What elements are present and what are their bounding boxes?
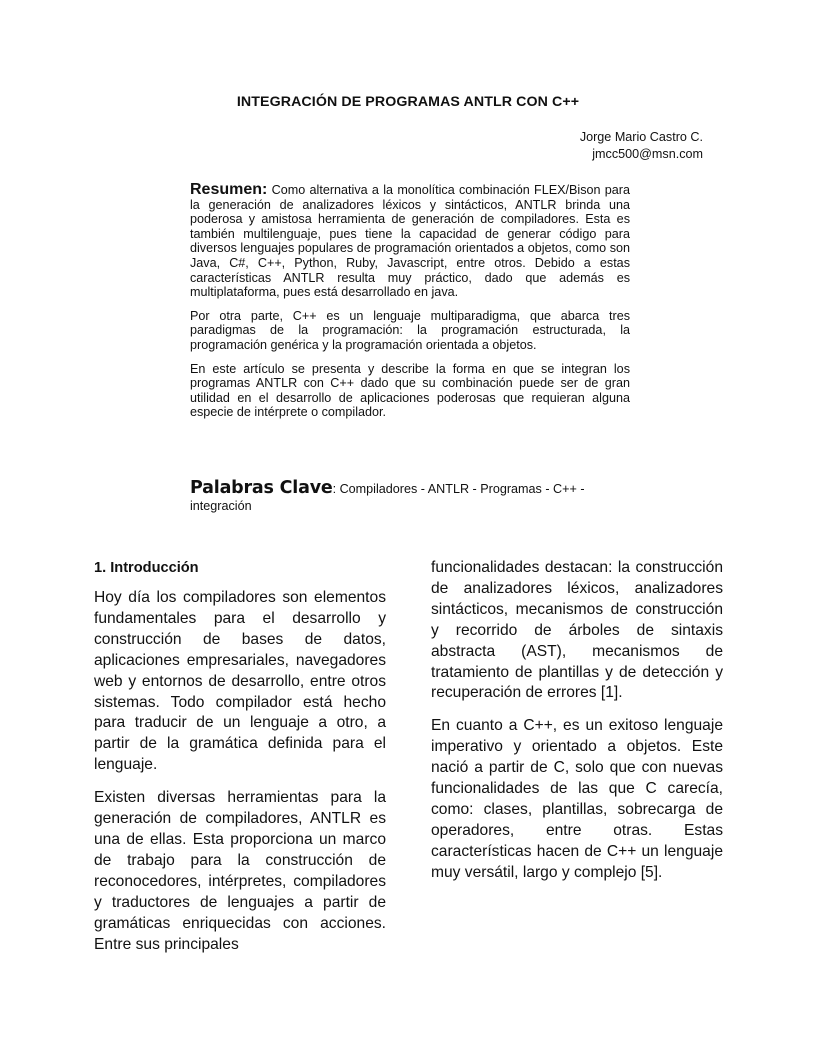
right-column: [431, 558, 723, 896]
keywords-text: : Compiladores - ANTLR - Programas - C++ - integración: [190, 482, 585, 513]
abstract: [190, 183, 630, 429]
keywords: [190, 480, 630, 515]
left-column: [94, 558, 386, 967]
abstract-text-1: Como alternativa a la monolítica combinación FLEX/Bison para la generación de analizadores léxicos y sintácticos, ANTLR brinda una poderosa y amistosa herramienta de generación de compiladores. Esta es también multilenguaje, pues tiene la capacidad de generar código para diversos lenguajes populares de programación orientados a objetos, como son Java, C#, C++, Python, Ruby, Javascript, entre otros. Debido a estas características ANTLR resulta muy práctico, dado que además es multiplataforma, pues está desarrollado en java.: [190, 183, 630, 300]
section-heading-introduccion: 1. Introducción: [94, 560, 199, 576]
body-paragraph: En cuanto a C++, es un exitoso lenguaje imperativo y orientado a objetos. Este nació a partir de C, solo que con nuevas funcionalidades de las que C carecía, como: clases, plantillas, sobrecarga de operadores, entre otras. Estas características hacen de C++ un lenguaje muy versátil, largo y complejo [5].: [431, 717, 723, 881]
keywords-label: Palabras Clave: [190, 478, 333, 498]
paper-title: INTEGRACIÓN DE PROGRAMAS ANTLR CON C++: [236, 94, 580, 110]
body-paragraph: Existen diversas herramientas para la generación de compiladores, ANTLR es una de ellas. Esta proporciona un marco de trabajo para la construcción de reconocedores, intérpretes, compiladores y traductores de lenguajes a partir de gramáticas enriquecidas con acciones. Entre sus principales: [94, 789, 386, 953]
author-email: jmcc500@msn.com: [592, 147, 703, 161]
abstract-paragraph-2: Por otra parte, C++ es un lenguaje multiparadigma, que abarca tres paradigmas de la programación: la programación estructurada, la programación genérica y la programación orientada a objetos.: [190, 308, 630, 352]
author-name: Jorge Mario Castro C.: [579, 130, 703, 144]
body-paragraph: funcionalidades destacan: la construcción de analizadores léxicos, analizadores sintácticos, mecanismos de construcción y recorrido de árboles de sintaxis abstracta (AST), mecanismos de tratamiento de plantillas y de detección y recuperación de errores [1].: [431, 559, 723, 702]
abstract-paragraph-1: [190, 183, 630, 300]
abstract-paragraph-3: En este artículo se presenta y describe la forma en que se integran los programas ANTLR con C++ dado que su combinación puede ser de gran utilidad en el desarrollo de aplicaciones poderosas que requieran alguna especie de intérprete o compilador.: [190, 361, 630, 420]
author-block: [580, 129, 703, 163]
abstract-label: Resumen:: [190, 181, 268, 198]
body-paragraph: Hoy día los compiladores son elementos fundamentales para el desarrollo y construcción de bases de datos, aplicaciones empresariales, navegadores web y entornos de desarrollo, entre otros sistemas. Todo compilador está hecho para traducir de un lenguaje a otro, a partir de la gramática definida para el lenguaje.: [94, 589, 386, 774]
